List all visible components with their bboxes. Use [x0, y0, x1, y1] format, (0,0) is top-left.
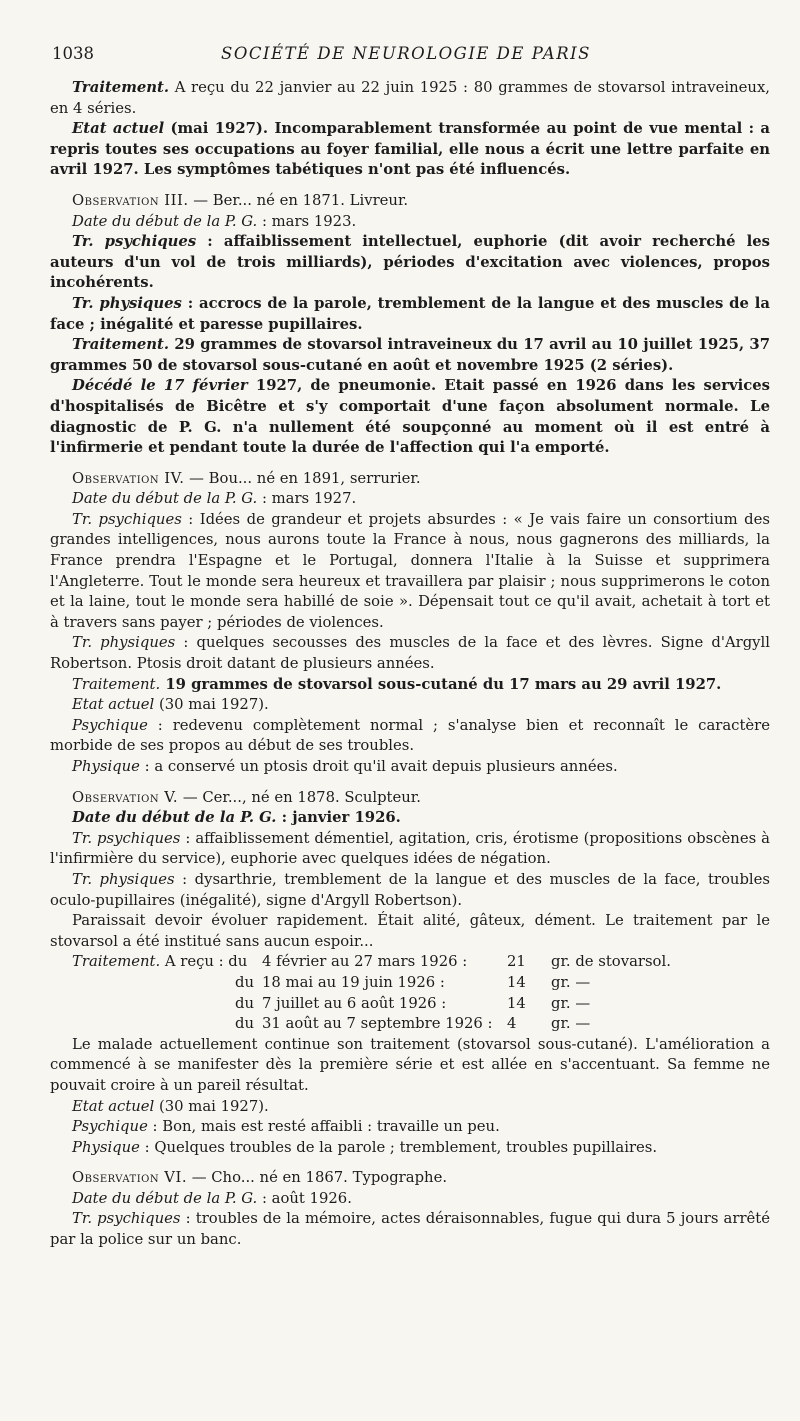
dose-row: du 18 mai au 19 juin 1926 : 14 gr. — — [234, 973, 591, 991]
obs3-title: Observation III. — Ber... né en 1871. Livreur. — [72, 191, 409, 209]
obs3-traitement: Traitement. 29 grammes de stovarsol intraveineux du 17 avril au 10 juillet 1925, 37 grammes 50 de stovarsol sous-cutané en août et novembre 1925 (2 séries). — [50, 336, 770, 374]
obs2-etat-actuel: Etat actuel (mai 1927). Incomparablement transformée au point de vue mental : a repris toutes ses occupations au foyer familial, elle nous a écrit une lettre parfaite en avril 1927. Les symptômes tabétiques n'ont pas été influencés. — [50, 120, 771, 179]
obs4-etat-actuel: Etat actuel (30 mai 1927). — [72, 696, 269, 714]
obs5-evolution: Paraissait devoir évoluer rapidement. Était alité, gâteux, dément. Le traitement par le stovarsol a été institué sans aucun espoir... — [50, 912, 770, 950]
dose-row: du 31 août au 7 septembre 1926 : 4 gr. — — [234, 1015, 591, 1033]
obs6-debut: Date du début de la P. G. : août 1926. — [72, 1189, 352, 1207]
obs5-debut: Date du début de la P. G. : janvier 1926. — [72, 809, 401, 827]
page-header — [52, 44, 760, 68]
obs6-psychiques: Tr. psychiques : troubles de la mémoire, actes déraisonnables, fugue qui dura 5 jours arrêté par la police sur un banc. — [50, 1210, 770, 1249]
obs3-deces: Décédé le 17 février 1927, de pneumonie. Etait passé en 1926 dans les services d'hospitalisés de Bicêtre et s'y comportait d'une façon absolument normale. Le diagnostic de P. G. n'a nullement été soupçonné au moment où il est entré à l'infirmerie et pendant toute la durée de l'affection qui l'a emporté. — [50, 377, 771, 457]
obs5-title: Observation V. — Cer..., né en 1878. Sculpteur. — [72, 788, 421, 806]
obs3-debut: Date du début de la P. G. : mars 1923. — [72, 212, 357, 230]
dose-row: du 7 juillet au 6 août 1926 : 14 gr. — — [234, 994, 591, 1012]
obs5-etat-actuel: Etat actuel (30 mai 1927). — [72, 1097, 269, 1115]
dose-row: Traitement. A reçu : du 4 février au 27 mars 1926 : 21 gr. de stovarsol. — [72, 953, 671, 971]
obs3-physiques: Tr. physiques : accrocs de la parole, tremblement de la langue et des muscles de la face ; inégalité et paresse pupillaires. — [50, 294, 770, 333]
obs6-title: Observation VI. — Cho... né en 1867. Typographe. — [72, 1169, 448, 1187]
obs2-traitement: Traitement. A reçu du 22 janvier au 22 juin 1925 : 80 grammes de stovarsol intraveineux, en 4 séries. — [50, 79, 770, 117]
obs4-physiques: Tr. physiques : quelques secousses des muscles de la face et des lèvres. Signe d'Argyll Robertson. Ptosis droit datant de plusieurs années. — [50, 634, 770, 673]
obs4-psychiques: Tr. psychiques : Idées de grandeur et projets absurdes : « Je vais faire un consortium des grandes intelligences, nous aurons toute la France à nous, nous gagnerons des milliards, la France prendra l'Espagne et le Portugal, donnera l'Italie à la Suisse et supprimera l'Angleterre. Tout le monde sera heureux et travaillera par plaisir ; nous supprimerons le coton et la laine, tout le monde sera habillé de soie ». Dépensait tout ce qu'il avait, achetait à tort et à travers sans payer ; périodes de violences. — [50, 510, 770, 631]
running-title: SOCIÉTÉ DE NEUROLOGIE DE PARIS — [221, 44, 591, 63]
obs5-amelioration: Le malade actuellement continue son traitement (stovarsol sous-cutané). L'amélioration a commencé à se manifester dès la première série et est allée en s'accentuant. Sa femme ne pouvait croire à un pareil résultat. — [50, 1035, 770, 1094]
obs5-psychiques: Tr. psychiques : affaiblissement démentiel, agitation, cris, érotisme (propositions obscènes à l'infirmière du service), euphorie avec quelques idées de négation. — [50, 829, 770, 868]
obs4-debut: Date du début de la P. G. : mars 1927. — [72, 490, 357, 508]
obs4-traitement: Traitement. 19 grammes de stovarsol sous-cutané du 17 mars au 29 avril 1927. — [72, 675, 722, 693]
obs5-psychique: Psychique : Bon, mais est resté affaibli : travaille un peu. — [72, 1118, 500, 1136]
obs3-psychiques: Tr. psychiques : affaiblissement intellectuel, euphorie (dit avoir recherché les auteurs d'un vol de trois milliards), périodes d'excitation avec violences, propos incohérents. — [50, 233, 770, 292]
obs4-title: Observation IV. — Bou... né en 1891, serrurier. — [72, 469, 421, 487]
obs4-physique: Physique : a conservé un ptosis droit qu'il avait depuis plusieurs années. — [72, 758, 618, 775]
page-body — [50, 78, 770, 1251]
obs4-psychique: Psychique : redevenu complètement normal ; s'analyse bien et reconnaît le caractère morbide de ses propos au début de ses troubles. — [50, 716, 770, 755]
obs5-physique: Physique : Quelques troubles de la parole ; tremblement, troubles pupillaires. — [72, 1138, 658, 1156]
obs5-physiques: Tr. physiques : dysarthrie, tremblement de la langue et des muscles de la face, troubles oculo-pupillaires (inégalité), signe d'Argyll Robertson). — [50, 870, 770, 909]
page-number: 1038 — [52, 44, 94, 63]
